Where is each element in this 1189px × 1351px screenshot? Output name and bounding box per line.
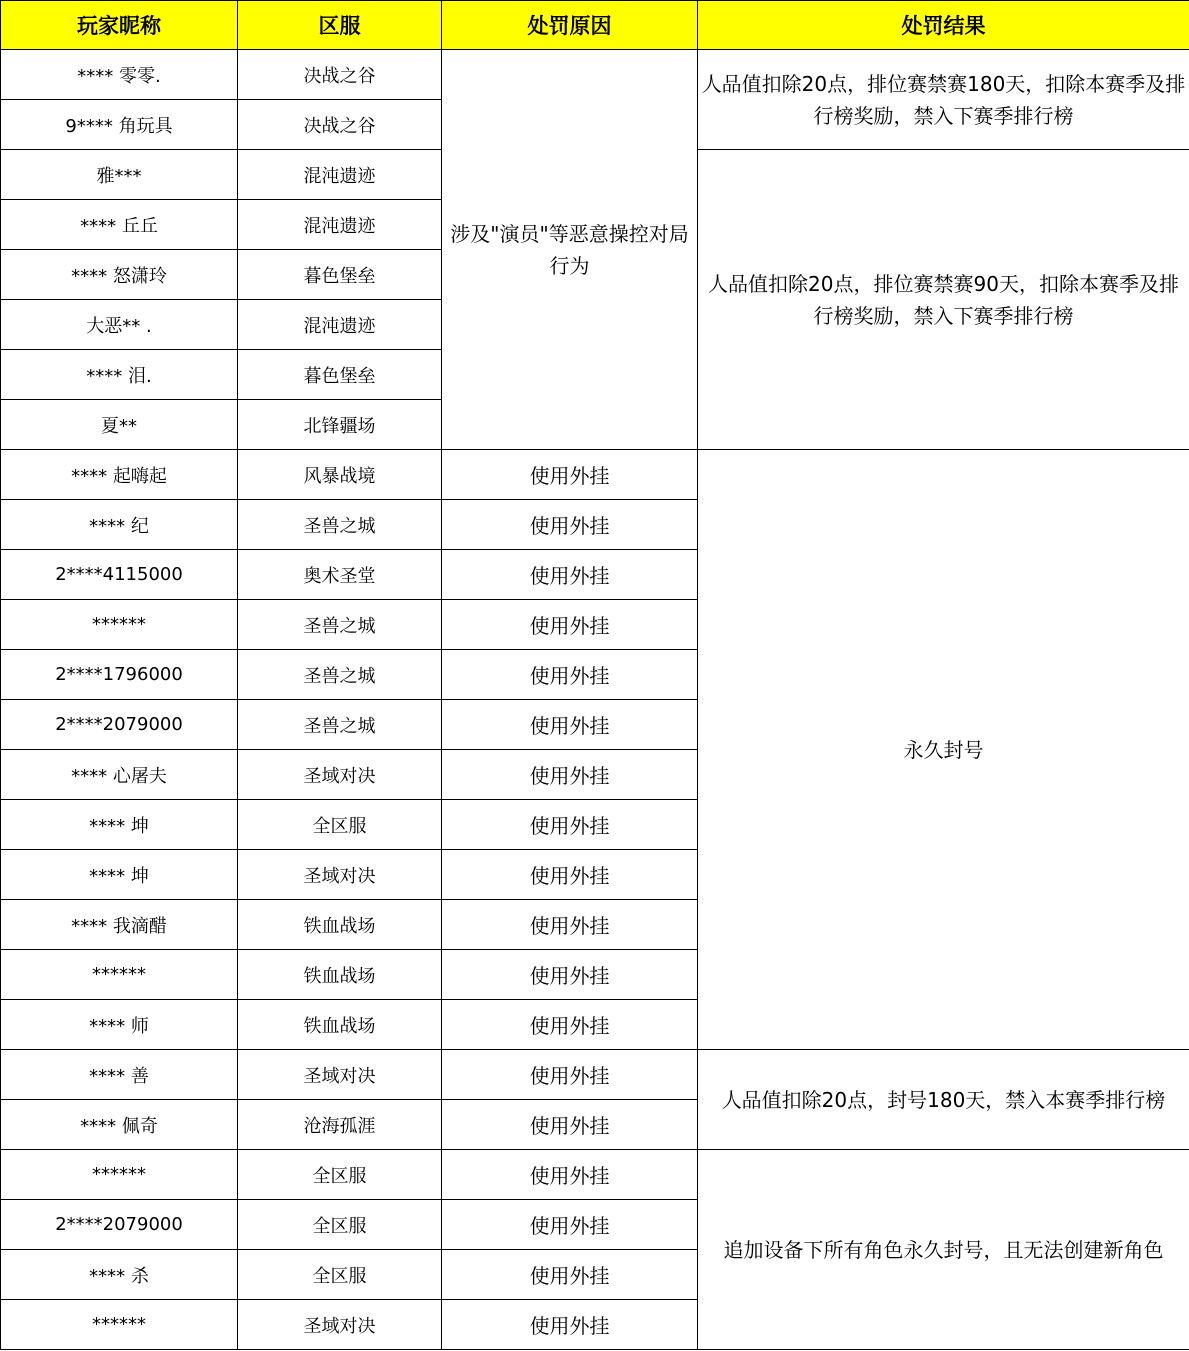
player-name-cell: **** 师 — [1, 1000, 238, 1050]
server-cell: 奥术圣堂 — [238, 550, 442, 600]
player-name-cell: 2****4115000 — [1, 550, 238, 600]
reason-cell: 使用外挂 — [442, 1150, 698, 1200]
player-name-cell: **** 起嗨起 — [1, 450, 238, 500]
reason-cell: 使用外挂 — [442, 1050, 698, 1100]
server-cell: 铁血战场 — [238, 900, 442, 950]
reason-cell: 使用外挂 — [442, 1100, 698, 1150]
server-cell: 北锋疆场 — [238, 400, 442, 450]
server-cell: 暮色堡垒 — [238, 350, 442, 400]
header-row — [1, 1, 1189, 50]
server-cell: 圣兽之城 — [238, 700, 442, 750]
player-name-cell: **** 善 — [1, 1050, 238, 1100]
player-name-cell: **** 佩奇 — [1, 1100, 238, 1150]
player-name-cell: 2****2079000 — [1, 1200, 238, 1250]
reason-cell: 使用外挂 — [442, 1000, 698, 1050]
table-row — [1, 450, 1189, 500]
reason-cell: 使用外挂 — [442, 1250, 698, 1300]
reason-cell: 使用外挂 — [442, 700, 698, 750]
server-cell: 风暴战境 — [238, 450, 442, 500]
reason-cell: 使用外挂 — [442, 800, 698, 850]
server-cell: 混沌遗迹 — [238, 150, 442, 200]
server-cell: 混沌遗迹 — [238, 300, 442, 350]
table-row — [1, 1150, 1189, 1200]
player-name-cell: 2****1796000 — [1, 650, 238, 700]
player-name-cell: ****** — [1, 1300, 238, 1350]
player-name-cell: **** 坤 — [1, 850, 238, 900]
reason-cell: 使用外挂 — [442, 950, 698, 1000]
header-reason: 处罚原因 — [442, 1, 698, 50]
reason-cell: 使用外挂 — [442, 500, 698, 550]
reason-cell: 使用外挂 — [442, 650, 698, 700]
player-name-cell: 9**** 角玩具 — [1, 100, 238, 150]
server-cell: 圣域对决 — [238, 1300, 442, 1350]
player-name-cell: ****** — [1, 600, 238, 650]
server-cell: 混沌遗迹 — [238, 200, 442, 250]
server-cell: 铁血战场 — [238, 1000, 442, 1050]
player-name-cell: ****** — [1, 1150, 238, 1200]
player-name-cell: **** 心屠夫 — [1, 750, 238, 800]
server-cell: 决战之谷 — [238, 100, 442, 150]
player-name-cell: **** 丘丘 — [1, 200, 238, 250]
player-name-cell: **** 坤 — [1, 800, 238, 850]
result-cell-180-day-ban: 人品值扣除20点，排位赛禁赛180天，扣除本赛季及排行榜奖励，禁入下赛季排行榜 — [698, 50, 1189, 150]
server-cell: 全区服 — [238, 1150, 442, 1200]
result-cell-90-day-ban: 人品值扣除20点，排位赛禁赛90天，扣除本赛季及排行榜奖励，禁入下赛季排行榜 — [698, 150, 1189, 450]
player-name-cell: ****** — [1, 950, 238, 1000]
reason-cell: 使用外挂 — [442, 1200, 698, 1250]
player-name-cell: 夏** — [1, 400, 238, 450]
server-cell: 全区服 — [238, 800, 442, 850]
reason-cell: 使用外挂 — [442, 600, 698, 650]
header-player-name: 玩家昵称 — [1, 1, 238, 50]
reason-cell-malicious: 涉及"演员"等恶意操控对局行为 — [442, 50, 698, 450]
table-row — [1, 50, 1189, 100]
player-name-cell: **** 怒潇玲 — [1, 250, 238, 300]
result-cell-180-day-account-ban: 人品值扣除20点，封号180天，禁入本赛季排行榜 — [698, 1050, 1189, 1150]
player-name-cell: **** 零零. — [1, 50, 238, 100]
table-row — [1, 1050, 1189, 1100]
player-name-cell: 2****2079000 — [1, 700, 238, 750]
server-cell: 全区服 — [238, 1250, 442, 1300]
reason-cell: 使用外挂 — [442, 900, 698, 950]
reason-cell: 使用外挂 — [442, 1300, 698, 1350]
header-result: 处罚结果 — [698, 1, 1189, 50]
player-name-cell: **** 泪. — [1, 350, 238, 400]
result-cell-permanent-ban: 永久封号 — [698, 450, 1189, 1050]
player-name-cell: **** 杀 — [1, 1250, 238, 1300]
server-cell: 决战之谷 — [238, 50, 442, 100]
server-cell: 全区服 — [238, 1200, 442, 1250]
server-cell: 圣域对决 — [238, 850, 442, 900]
server-cell: 沧海孤涯 — [238, 1100, 442, 1150]
server-cell: 圣域对决 — [238, 1050, 442, 1100]
server-cell: 圣兽之城 — [238, 600, 442, 650]
player-name-cell: **** 我滴醋 — [1, 900, 238, 950]
player-name-cell: 大恶** . — [1, 300, 238, 350]
player-name-cell: **** 纪 — [1, 500, 238, 550]
reason-cell: 使用外挂 — [442, 850, 698, 900]
server-cell: 圣域对决 — [238, 750, 442, 800]
server-cell: 圣兽之城 — [238, 500, 442, 550]
reason-cell: 使用外挂 — [442, 450, 698, 500]
server-cell: 铁血战场 — [238, 950, 442, 1000]
reason-cell: 使用外挂 — [442, 750, 698, 800]
header-server: 区服 — [238, 1, 442, 50]
server-cell: 圣兽之城 — [238, 650, 442, 700]
result-cell-device-ban: 追加设备下所有角色永久封号，且无法创建新角色 — [698, 1150, 1189, 1350]
server-cell: 暮色堡垒 — [238, 250, 442, 300]
reason-cell: 使用外挂 — [442, 550, 698, 600]
player-name-cell: 雅*** — [1, 150, 238, 200]
